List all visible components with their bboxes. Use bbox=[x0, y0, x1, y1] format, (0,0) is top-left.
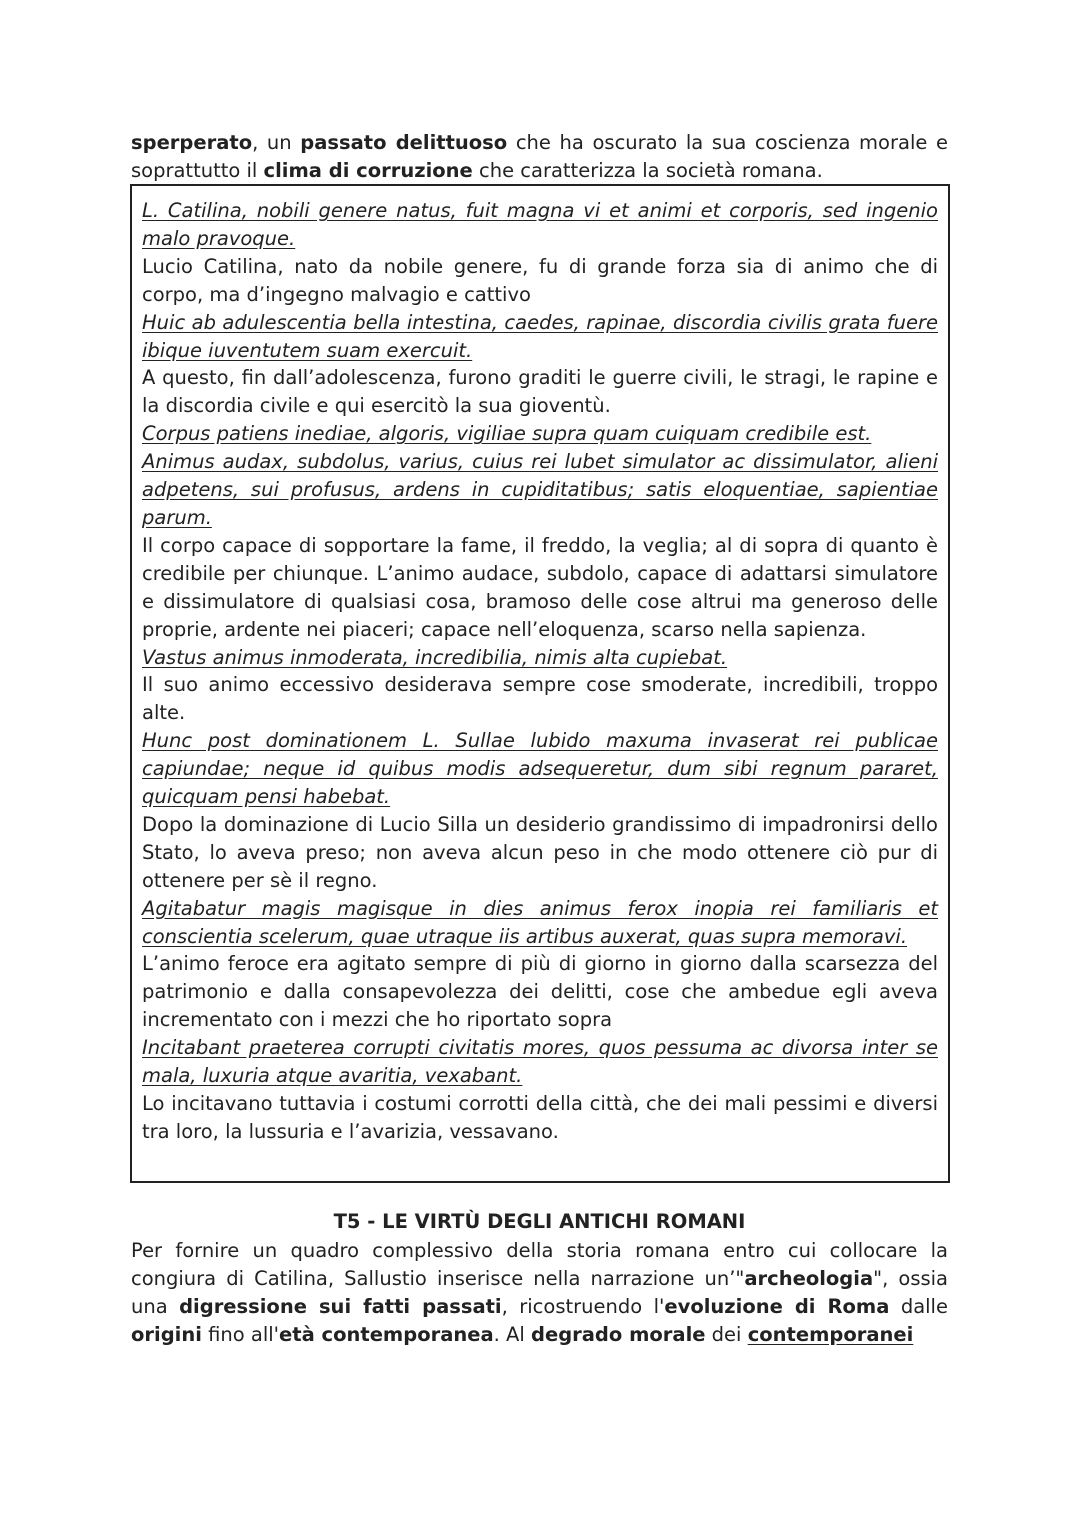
latin-passage: Incitabant praeterea corrupti civitatis mores, quos pessuma ac divorsa inter se mala, luxuria atque avaritia, vexabant. bbox=[142, 1036, 938, 1088]
latin-passage: Animus audax, subdolus, varius, cuius rei lubet simulator ac dissimulator, alieni adpetens, sui profusus, ardens in cupiditatibus; satis eloquentiae, sapientiae parum. bbox=[142, 450, 938, 529]
latin-passage: Corpus patiens inediae, algoris, vigiliae supra quam cuiquam credibile est. bbox=[142, 422, 872, 446]
section-title: T5 - LE VIRTÙ DEGLI ANTICHI ROMANI bbox=[333, 1210, 746, 1233]
intro-paragraph: sperperato, un passato delittuoso che ha oscurato la sua coscienza morale e soprattutto il clima di corruzione che caratterizza la società romana. bbox=[131, 131, 948, 182]
latin-passage: Hunc post dominationem L. Sullae lubido maxuma invaserat rei publicae capiundae; neque id quibus modis adsequeretur, dum sibi regnum pararet, quicquam pensi habebat. bbox=[142, 729, 938, 809]
bold-term: evoluzione di Roma bbox=[664, 1295, 890, 1318]
italian-translation: Dopo la dominazione di Lucio Silla un desiderio grandissimo di impadronirsi dello Stato, lo aveva preso; non aveva alcun peso in che modo ottenere ciò pur di ottenere per sè il regno. bbox=[142, 812, 938, 892]
italian-translation: Lucio Catilina, nato da nobile genere, fu di grande forza sia di animo che di corpo, ma d’ingegno malvagio e cattivo bbox=[142, 254, 938, 306]
closing-paragraph: Per fornire un quadro complessivo della storia romana entro cui collocare la congiura di Catilina, Sallustio inserisce nella narrazione un’"archeologia", ossia una digressione sui fatti passati, ricostruendo l'evoluzione di Roma dalle origini fino all'età contemporanea. Al degrado morale dei contemporanei bbox=[131, 1239, 949, 1346]
italian-translation: Il corpo capace di sopportare la fame, il freddo, la veglia; al di sopra di quanto è credibile per chiunque. L’animo audace, subdolo, capace di adattarsi simulatore e dissimulatore di qualsiasi cosa, bramoso delle cose altrui ma generoso delle proprie, ardente nei piaceri; capace nell’eloquenza, scarso nella sapienza. bbox=[142, 533, 938, 641]
latin-passage: Agitabatur magis magisque in dies animus ferox inopia rei familiaris et conscientia scelerum, quae utraque iis artibus auxerat, quas supra memoravi. bbox=[142, 896, 938, 948]
bold-term: età contemporanea bbox=[279, 1323, 494, 1346]
bold-term: degrado morale bbox=[531, 1323, 706, 1346]
latin-passage: L. Catilina, nobili genere natus, fuit magna vi et animi et corporis, sed ingenio malo pravoque. bbox=[142, 199, 938, 250]
bold-term: passato delittuoso bbox=[300, 131, 508, 154]
latin-passage: Vastus animus inmoderata, incredibilia, nimis alta cupiebat. bbox=[142, 645, 728, 669]
bold-term: digressione sui fatti passati bbox=[179, 1295, 502, 1318]
italian-translation: L’animo feroce era agitato sempre di più di giorno in giorno dalla scarsezza del patrimonio e dalla consapevolezza dei delitti, cose che ambedue egli aveva incrementato con i mezzi che ho riportato sopra bbox=[142, 952, 938, 1032]
bold-term: sperperato bbox=[131, 131, 253, 154]
italian-translation: Il suo animo eccessivo desiderava sempre cose smoderate, incredibili, troppo alte. bbox=[142, 673, 938, 725]
italian-translation: Lo incitavano tuttavia i costumi corrotti della città, che dei mali pessimi e diversi tra loro, la lussuria e l’avarizia, vessavano. bbox=[142, 1092, 938, 1143]
italian-translation: A questo, fin dall’adolescenza, furono graditi le guerre civili, le stragi, le rapine e la discordia civile e qui esercitò la sua gioventù. bbox=[142, 366, 938, 418]
bold-term: clima di corruzione bbox=[263, 159, 473, 182]
bold-term: origini bbox=[131, 1323, 202, 1346]
latin-passage: Huic ab adulescentia bella intestina, caedes, rapinae, discordia civilis grata fuere ibique iuventutem suam exercuit. bbox=[142, 310, 938, 362]
latin-translation-box bbox=[130, 184, 950, 1183]
bold-term: archeologia bbox=[744, 1267, 874, 1290]
bold-underlined-term: contemporanei bbox=[747, 1323, 914, 1346]
